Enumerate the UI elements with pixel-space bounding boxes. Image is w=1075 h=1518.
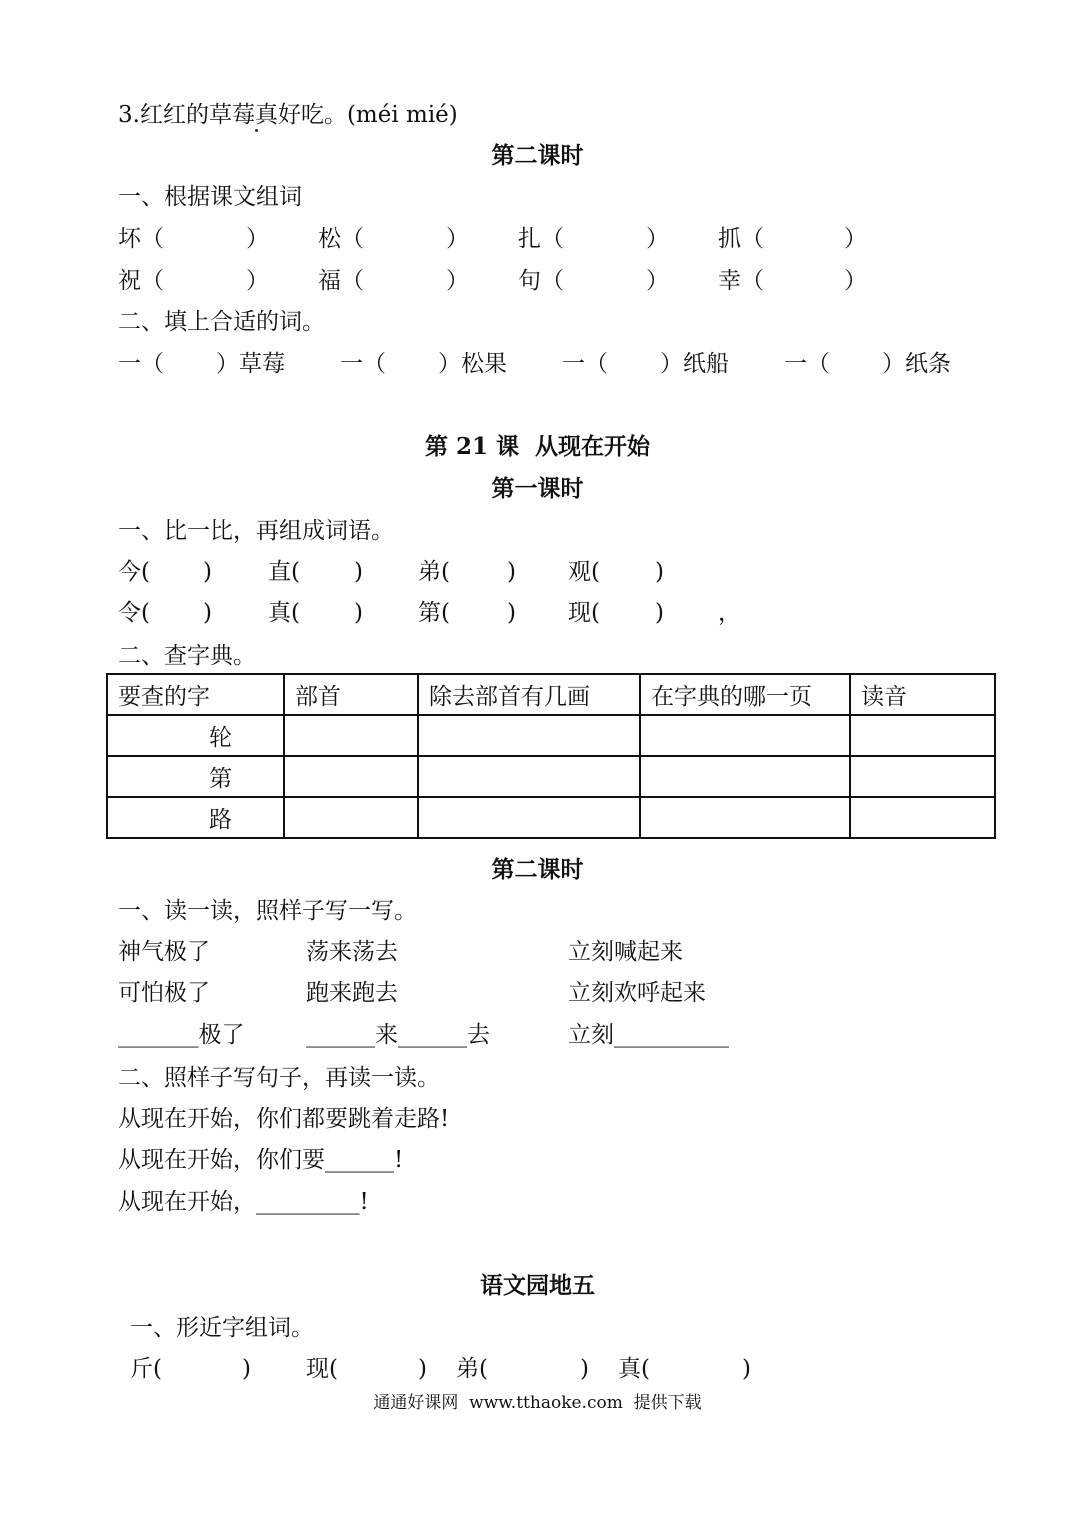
fill-sentence[interactable]: 从现在开始，你们要______! bbox=[118, 1147, 404, 1173]
word-cell: ）纸船 bbox=[660, 351, 729, 377]
table-blank-cell[interactable] bbox=[418, 715, 640, 756]
word-cell: 扎（ bbox=[518, 226, 564, 252]
fill-blank-cell[interactable]: 立刻__________ bbox=[568, 1022, 729, 1048]
table-blank-cell[interactable] bbox=[850, 797, 995, 838]
word-cell: ) bbox=[242, 1356, 251, 1382]
fill-sentence[interactable]: 从现在开始，_________! bbox=[118, 1189, 369, 1215]
word-cell: ）松果 bbox=[438, 351, 507, 377]
table-row bbox=[107, 715, 995, 756]
word-cell: 福（ bbox=[318, 268, 364, 294]
table-blank-cell[interactable] bbox=[418, 797, 640, 838]
pattern-cell: 荡来荡去 bbox=[306, 939, 398, 965]
word-cell: 真( bbox=[618, 1356, 650, 1382]
word-cell: ）草莓 bbox=[216, 351, 285, 377]
word-cell: ） bbox=[246, 226, 269, 252]
table-char-cell: 轮 bbox=[107, 715, 284, 756]
table-header-cell: 读音 bbox=[850, 674, 995, 715]
question-title: 二、照样子写句子，再读一读。 bbox=[118, 1065, 440, 1091]
word-cell: ) bbox=[354, 600, 363, 626]
word-cell: ) bbox=[655, 600, 664, 626]
pronunciation-dot-mark bbox=[255, 129, 258, 132]
lesson-title: 第 21 课 从现在开始 bbox=[424, 433, 651, 460]
word-cell: 弟( bbox=[418, 559, 450, 585]
fill-blank-cell[interactable]: _______极了 bbox=[118, 1022, 245, 1048]
word-cell: 今( bbox=[118, 559, 150, 585]
table-blank-cell[interactable] bbox=[284, 797, 418, 838]
word-cell: 令( bbox=[118, 600, 150, 626]
word-cell: 一（ bbox=[340, 351, 386, 377]
pattern-cell: 神气极了 bbox=[118, 939, 210, 965]
question-title: 二、查字典。 bbox=[118, 643, 256, 669]
word-cell: ) bbox=[507, 559, 516, 585]
word-cell: 现( bbox=[306, 1356, 338, 1382]
pattern-cell: 可怕极了 bbox=[118, 980, 210, 1006]
word-cell: 幸（ bbox=[718, 268, 764, 294]
table-row bbox=[107, 797, 995, 838]
dictionary-table bbox=[106, 673, 996, 839]
section-title-garden: 语文园地五 bbox=[480, 1272, 595, 1299]
word-cell: ) bbox=[203, 600, 212, 626]
word-cell: ， bbox=[718, 600, 741, 626]
table-blank-cell[interactable] bbox=[284, 715, 418, 756]
section-title-part1: 第一课时 bbox=[491, 475, 584, 502]
word-cell: 一（ bbox=[118, 351, 164, 377]
pattern-cell: 立刻喊起来 bbox=[568, 939, 683, 965]
word-cell: 直( bbox=[268, 559, 300, 585]
section-title-part2: 第二课时 bbox=[491, 142, 584, 169]
pattern-cell: 立刻欢呼起来 bbox=[568, 980, 706, 1006]
word-cell: ) bbox=[507, 600, 516, 626]
word-cell: ） bbox=[246, 268, 269, 294]
word-cell: 句（ bbox=[518, 268, 564, 294]
pattern-cell: 跑来跑去 bbox=[306, 980, 398, 1006]
page-footer: 通通好课网 www.tthaoke.com 提供下载 bbox=[373, 1393, 702, 1413]
word-cell: 坏（ bbox=[118, 226, 164, 252]
table-blank-cell[interactable] bbox=[284, 756, 418, 797]
word-cell: 松（ bbox=[318, 226, 364, 252]
question-title: 一、读一读，照样子写一写。 bbox=[118, 898, 417, 924]
word-cell: ） bbox=[646, 268, 669, 294]
table-row bbox=[107, 756, 995, 797]
table-header-row bbox=[107, 674, 995, 715]
word-cell: 弟( bbox=[456, 1356, 488, 1382]
word-cell: 一（ bbox=[562, 351, 608, 377]
word-cell: 一（ bbox=[784, 351, 830, 377]
table-blank-cell[interactable] bbox=[640, 756, 850, 797]
word-cell: ) bbox=[742, 1356, 751, 1382]
word-cell: 观( bbox=[568, 559, 600, 585]
word-cell: ) bbox=[418, 1356, 427, 1382]
table-header-cell: 在字典的哪一页 bbox=[640, 674, 850, 715]
word-cell: ） bbox=[844, 268, 867, 294]
table-blank-cell[interactable] bbox=[418, 756, 640, 797]
table-char-cell: 路 bbox=[107, 797, 284, 838]
word-cell: ） bbox=[446, 268, 469, 294]
table-char-cell: 第 bbox=[107, 756, 284, 797]
question-title: 一、形近字组词。 bbox=[130, 1315, 314, 1341]
word-cell: 真( bbox=[268, 600, 300, 626]
word-cell: 斤( bbox=[130, 1356, 162, 1382]
word-cell: ）纸条 bbox=[882, 351, 951, 377]
word-cell: ） bbox=[446, 226, 469, 252]
question-title: 二、填上合适的词。 bbox=[118, 309, 325, 335]
word-cell: 现( bbox=[568, 600, 600, 626]
word-cell: 第( bbox=[418, 600, 450, 626]
section-title-part2: 第二课时 bbox=[491, 856, 584, 883]
exercise-item-3: 3.红红的草莓真好吃。(méi mié) bbox=[118, 102, 458, 128]
word-cell: 抓（ bbox=[718, 226, 764, 252]
table-blank-cell[interactable] bbox=[640, 797, 850, 838]
word-cell: ) bbox=[354, 559, 363, 585]
question-title: 一、比一比，再组成词语。 bbox=[118, 518, 394, 544]
table-header-cell: 部首 bbox=[284, 674, 418, 715]
word-cell: ） bbox=[844, 226, 867, 252]
word-cell: ) bbox=[203, 559, 212, 585]
table-blank-cell[interactable] bbox=[640, 715, 850, 756]
table-blank-cell[interactable] bbox=[850, 756, 995, 797]
table-header-cell: 要查的字 bbox=[107, 674, 284, 715]
example-sentence: 从现在开始，你们都要跳着走路! bbox=[118, 1106, 450, 1132]
table-header-cell: 除去部首有几画 bbox=[418, 674, 640, 715]
question-title: 一、根据课文组词 bbox=[118, 184, 302, 210]
table-blank-cell[interactable] bbox=[850, 715, 995, 756]
word-cell: ） bbox=[646, 226, 669, 252]
fill-blank-cell[interactable]: ______来______去 bbox=[306, 1022, 490, 1048]
word-cell: 祝（ bbox=[118, 268, 164, 294]
word-cell: ) bbox=[580, 1356, 589, 1382]
word-cell: ) bbox=[655, 559, 664, 585]
